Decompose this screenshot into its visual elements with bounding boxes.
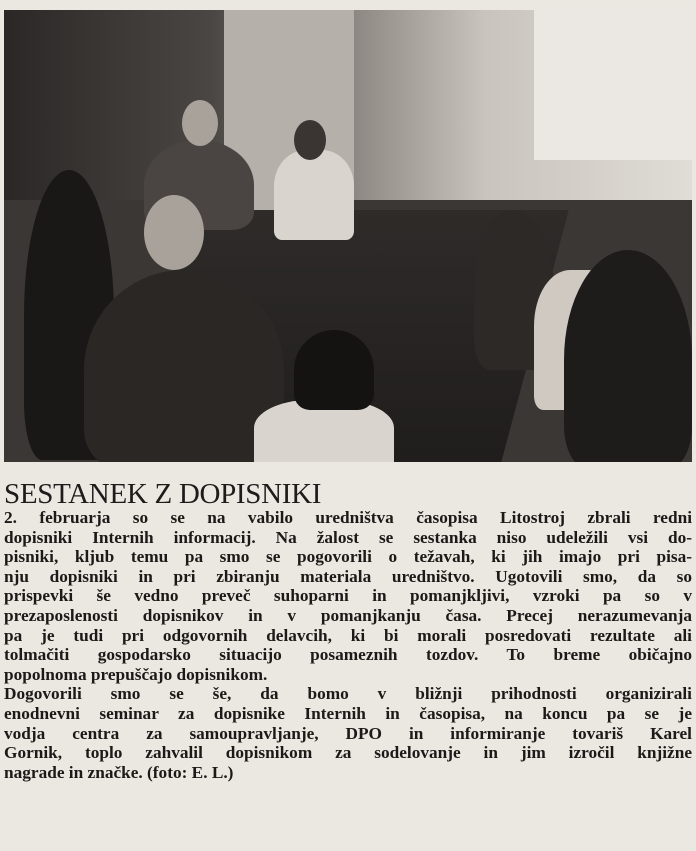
photo-person-head xyxy=(294,120,326,160)
article-heading: SESTANEK Z DOPISNIKI xyxy=(4,478,322,510)
meeting-photo xyxy=(4,10,692,462)
photo-person xyxy=(564,250,692,462)
photo-person-head xyxy=(182,100,218,146)
article-line: pisniki, kljub temu pa smo se pogovorili o težavah, ki jih imajo pri pisa- xyxy=(4,547,692,567)
article-line: prezaposlenosti dopisnikov in v pomanjkanju časa. Precej nerazumevanja xyxy=(4,605,692,625)
article-line: nagrade in značke. (foto: E. L.) xyxy=(4,762,234,782)
article-line: dopisniki Internih informacij. Na žalost se sestanka niso udeležili vsi do- xyxy=(4,527,692,547)
article-line: popolnoma prepuščajo dopisnikom. xyxy=(4,664,268,684)
photo-person xyxy=(274,150,354,240)
article-line: nju dopisniki in pri zbiranju materiala uredništvo. Ugotovili smo, da so xyxy=(4,566,692,586)
photo-window xyxy=(534,10,692,160)
article-line: Gornik, toplo zahvalil dopisnikom za sodelovanje in jim izročil knjižne xyxy=(4,743,692,763)
photo-person xyxy=(294,330,374,410)
article-line: tolmačiti gospodarsko situacijo posameznih tozdov. To breme običajno xyxy=(4,645,692,665)
article-line: vodja centra za samoupravljanje, DPO in informiranje tovariš Karel xyxy=(4,723,692,743)
article-line: 2. februarja so se na vabilo uredništva časopisa Litostroj zbrali redni xyxy=(4,508,692,527)
article-line: enodnevni seminar za dopisnike Internih in časopisa, na koncu pa se je xyxy=(4,703,692,723)
article-line: Dogovorili smo se še, da bomo v bližnji prihodnosti organizirali xyxy=(4,684,692,704)
article-line: prispevki še vedno preveč suhoparni in pomanjkljivi, vzroki pa so v xyxy=(4,586,692,606)
article-body xyxy=(4,508,692,782)
photo-person-head xyxy=(144,195,204,270)
article-line: pa je tudi pri odgovornih delavcih, ki bi morali posredovati rezultate ali xyxy=(4,625,692,645)
